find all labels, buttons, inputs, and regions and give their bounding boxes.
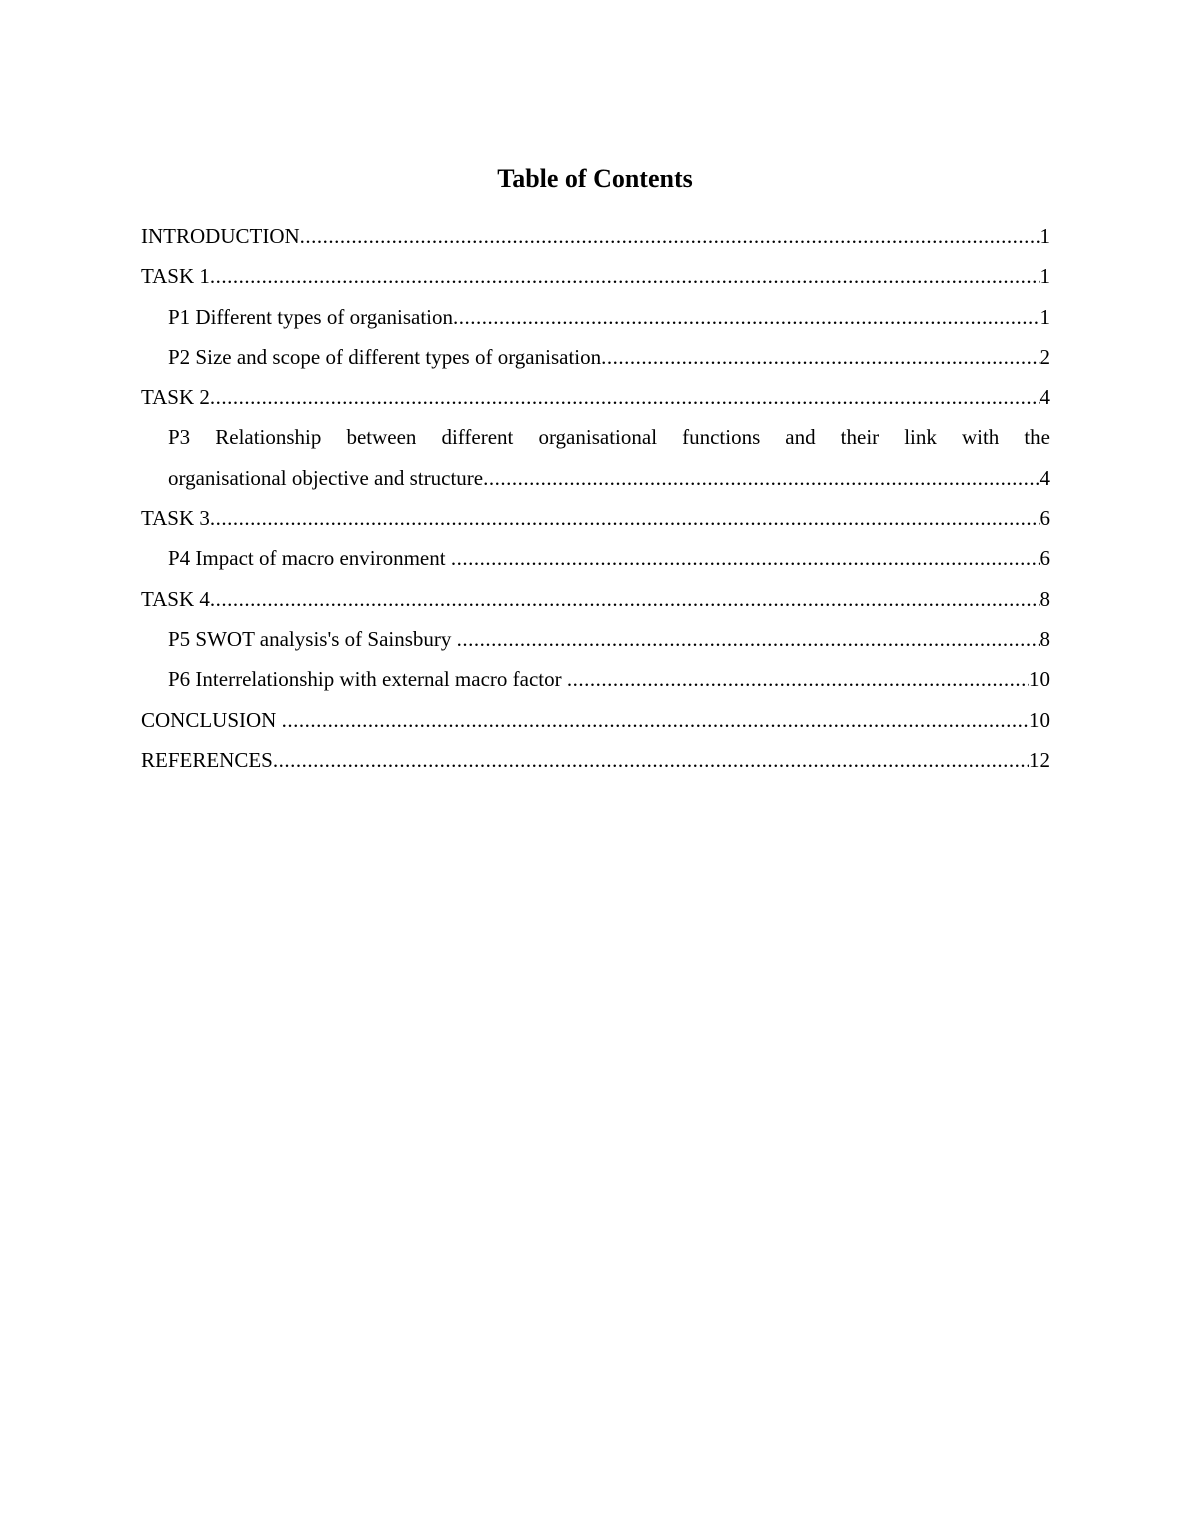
toc-dot-leader [483, 458, 1039, 498]
toc-entry-introduction[interactable] [141, 216, 1050, 256]
toc-dot-leader [210, 377, 1040, 417]
toc-dot-leader [457, 619, 1040, 659]
toc-entry-p4[interactable] [141, 538, 1050, 578]
toc-page-number: 6 [1039, 506, 1050, 531]
toc-page-number: 8 [1039, 626, 1050, 651]
toc-entry-task-4[interactable] [141, 579, 1050, 619]
toc-page-number: 1 [1039, 224, 1050, 248]
toc-entry-p1[interactable] [141, 297, 1050, 337]
toc-entry-p3[interactable] [141, 417, 1050, 498]
toc-entry-label: P2 Size and scope of different types of organisation [168, 344, 602, 369]
toc-entry-label: INTRODUCTION [141, 224, 300, 248]
toc-entry-label: REFERENCES [141, 747, 273, 772]
toc-entry-label: TASK 1 [141, 264, 210, 289]
toc-entry-p5[interactable] [141, 619, 1050, 659]
toc-dot-leader [453, 297, 1039, 337]
toc-entry-conclusion[interactable] [141, 700, 1050, 740]
toc-entry-task-2[interactable] [141, 377, 1050, 417]
toc-page-number: 10 [1029, 707, 1050, 732]
toc-dot-leader [210, 498, 1040, 538]
toc-entry-task-3[interactable] [141, 498, 1050, 538]
toc-entry-p6[interactable] [141, 659, 1050, 699]
toc-dot-leader [210, 579, 1040, 619]
toc-entry-label: P4 Impact of macro environment [168, 546, 451, 571]
toc-page-number: 4 [1039, 385, 1050, 410]
toc-list [141, 216, 1050, 780]
toc-entry-p2[interactable] [141, 337, 1050, 377]
toc-entry-label: P5 SWOT analysis's of Sainsbury [168, 626, 457, 651]
toc-dot-leader [601, 337, 1039, 377]
toc-entry-line-2 [168, 458, 1050, 498]
toc-entry-label: P6 Interrelationship with external macro factor [168, 667, 567, 692]
toc-entry-references[interactable] [141, 740, 1050, 780]
toc-entry-task-1[interactable] [141, 256, 1050, 296]
toc-entry-label: organisational objective and structure [168, 465, 484, 490]
toc-entry-label: TASK 2 [141, 385, 210, 410]
toc-dot-leader [273, 740, 1029, 780]
toc-page-number: 1 [1039, 304, 1050, 329]
toc-dot-leader [210, 256, 1040, 296]
toc-entry-label: CONCLUSION [141, 707, 282, 732]
toc-entry-label-line-1: P3 Relationship between different organisational functions and their link with the [168, 425, 1050, 450]
toc-page-number: 6 [1039, 546, 1050, 571]
page-title: Table of Contents [497, 164, 693, 193]
toc-dot-leader [451, 538, 1040, 578]
toc-page-number: 10 [1029, 667, 1050, 692]
toc-entry-label: TASK 3 [141, 506, 210, 531]
toc-dot-leader [282, 700, 1029, 740]
toc-page-number: 12 [1029, 747, 1050, 772]
toc-page-number: 4 [1039, 465, 1050, 490]
toc-entry-label: TASK 4 [141, 586, 210, 611]
toc-dot-leader [567, 659, 1029, 699]
toc-page-number: 1 [1039, 264, 1050, 289]
toc-dot-leader [300, 216, 1040, 256]
toc-page-number: 8 [1039, 586, 1050, 611]
toc-page-number: 2 [1039, 344, 1050, 369]
toc-entry-label: P1 Different types of organisation [168, 304, 454, 329]
